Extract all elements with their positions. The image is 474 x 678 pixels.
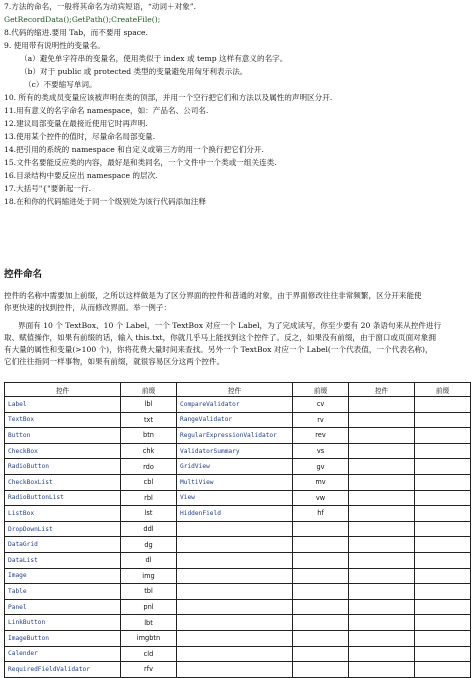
- paragraph-line: 取、赋值操作，如果有前缀的话，输入 this.txt，你就几乎马上能找到这个控件了。反之，如果没有前缀，由于窗口或页面对象拥: [4, 333, 436, 342]
- control-name-cell: [177, 599, 293, 615]
- prefix-cell: [293, 552, 349, 568]
- prefix-cell: [293, 599, 349, 615]
- control-name-cell: Calender: [5, 646, 121, 662]
- header-prefix: 前缀: [293, 383, 349, 397]
- control-prefix-table: [4, 382, 471, 678]
- table-row: [5, 521, 471, 537]
- control-name-cell: DropDownList: [5, 521, 121, 537]
- control-name-cell: [349, 537, 415, 553]
- rule-line: 13.使用某个控件的值时，尽量命名局部变量.: [4, 132, 156, 141]
- control-name-cell: [349, 459, 415, 475]
- prefix-cell: ddl: [121, 521, 177, 537]
- prefix-cell: [415, 568, 471, 584]
- control-name-cell: CheckBox: [5, 443, 121, 459]
- prefix-cell: [293, 584, 349, 600]
- table-row: [5, 428, 471, 444]
- prefix-cell: lbl: [121, 397, 177, 413]
- prefix-cell: [415, 615, 471, 631]
- control-name-cell: RegularExpressionValidator: [177, 428, 293, 444]
- prefix-cell: [293, 662, 349, 678]
- paragraph-line: 它们往往指同一样事物，如果有前缀，就很容易区分这两个控件。: [4, 357, 225, 366]
- table-row: [5, 397, 471, 413]
- table-row: [5, 412, 471, 428]
- prefix-cell: btn: [121, 428, 177, 444]
- table-header-row: [5, 383, 471, 397]
- prefix-cell: [415, 599, 471, 615]
- rule-line: 11.用有意义的名字命名 namespace，如：产品名、公司名.: [4, 106, 209, 115]
- header-control: 控件: [5, 383, 121, 397]
- header-prefix: 前缀: [121, 383, 177, 397]
- prefix-cell: [415, 646, 471, 662]
- control-name-cell: DataGrid: [5, 537, 121, 553]
- control-name-cell: [349, 490, 415, 506]
- rule-line: 18.在和你的代码缩进处于同一个级别处为该行代码添加注释: [4, 197, 206, 206]
- rule-line: 17.大括号"{"要新起一行.: [4, 184, 92, 193]
- control-name-cell: Image: [5, 568, 121, 584]
- control-name-cell: Table: [5, 584, 121, 600]
- paragraph-line: 界面有 10 个 TextBox、10 个 Label，一个 TextBox 对应一个 Label，为了完成读写，你至少要有 20 条语句来从控件进行: [18, 321, 442, 330]
- prefix-cell: rdo: [121, 459, 177, 475]
- prefix-cell: [415, 537, 471, 553]
- control-name-cell: [177, 568, 293, 584]
- prefix-cell: rbl: [121, 490, 177, 506]
- control-name-cell: [177, 646, 293, 662]
- rule-line: 7.方法的命名，一般将其命名为动宾短语，“动词＋对象”.: [4, 2, 197, 11]
- paragraph-line: 有大量的属性和变量(>100 个)，你将花费大量时间来查找。另外一个 TextBox 对应一个 Label(一个代表值，一个代表名称)，: [4, 345, 433, 354]
- prefix-cell: rev: [293, 428, 349, 444]
- prefix-cell: [293, 537, 349, 553]
- prefix-cell: [415, 506, 471, 522]
- rule-line: 10. 所有的类成员变量应该被声明在类的顶部，并用一个空行把它们和方法以及属性的声明区分开.: [4, 93, 333, 102]
- prefix-cell: lst: [121, 506, 177, 522]
- header-control: 控件: [177, 383, 293, 397]
- prefix-cell: mv: [293, 474, 349, 490]
- rule-line: （c）不要缩写单词。: [24, 80, 97, 89]
- control-name-cell: [177, 662, 293, 678]
- table-row: [5, 584, 471, 600]
- control-name-cell: [349, 630, 415, 646]
- rule-line: 12.建议局部变量在最接近使用它时再声明.: [4, 119, 148, 128]
- control-name-cell: [349, 646, 415, 662]
- header-prefix: 前缀: [415, 383, 471, 397]
- control-name-cell: GridView: [177, 459, 293, 475]
- prefix-cell: [293, 630, 349, 646]
- prefix-cell: cld: [121, 646, 177, 662]
- prefix-cell: pnl: [121, 599, 177, 615]
- control-name-cell: [177, 584, 293, 600]
- rule-line: （a）避免单字符串的变量名，使用类似于 index 或 temp 这样有意义的名字。: [20, 54, 288, 63]
- prefix-cell: [415, 412, 471, 428]
- intro-paragraph: [4, 290, 468, 314]
- control-name-cell: [349, 412, 415, 428]
- table-row: [5, 490, 471, 506]
- table-row: [5, 599, 471, 615]
- prefix-cell: [415, 428, 471, 444]
- control-name-cell: RadioButton: [5, 459, 121, 475]
- prefix-cell: [415, 459, 471, 475]
- prefix-cell: lbt: [121, 615, 177, 631]
- control-name-cell: View: [177, 490, 293, 506]
- prefix-cell: [293, 615, 349, 631]
- control-name-cell: [349, 568, 415, 584]
- control-name-cell: [349, 599, 415, 615]
- control-name-cell: Button: [5, 428, 121, 444]
- prefix-cell: gv: [293, 459, 349, 475]
- prefix-cell: vw: [293, 490, 349, 506]
- table-row: [5, 443, 471, 459]
- control-name-cell: [177, 615, 293, 631]
- table-row: [5, 662, 471, 678]
- header-control: 控件: [349, 383, 415, 397]
- table-row: [5, 537, 471, 553]
- control-name-cell: [349, 397, 415, 413]
- rule-line: 15.文件名要能反应类的内容，最好是和类同名，一个文件中一个类或一组关连类.: [4, 158, 277, 167]
- prefix-cell: [415, 552, 471, 568]
- control-name-cell: MultiView: [177, 474, 293, 490]
- control-name-cell: [349, 474, 415, 490]
- control-name-cell: [349, 506, 415, 522]
- control-name-cell: [349, 662, 415, 678]
- control-name-cell: [177, 630, 293, 646]
- control-name-cell: [349, 443, 415, 459]
- prefix-cell: dl: [121, 552, 177, 568]
- prefix-cell: cbl: [121, 474, 177, 490]
- prefix-cell: [415, 521, 471, 537]
- control-name-cell: Panel: [5, 599, 121, 615]
- table-row: [5, 568, 471, 584]
- control-name-cell: [349, 615, 415, 631]
- table-row: [5, 506, 471, 522]
- prefix-cell: [293, 568, 349, 584]
- prefix-cell: img: [121, 568, 177, 584]
- example-paragraph: [4, 320, 468, 368]
- prefix-cell: [415, 630, 471, 646]
- control-name-cell: [349, 428, 415, 444]
- control-name-cell: Label: [5, 397, 121, 413]
- paragraph-line: 控件的名称中需要加上前缀，之所以这样做是为了区分界面的控件和普通的对象，由于界面修改往往非常频繁，区分开来能使: [4, 291, 422, 300]
- prefix-cell: [415, 490, 471, 506]
- control-name-cell: RequiredFieldValidator: [5, 662, 121, 678]
- prefix-cell: [415, 443, 471, 459]
- prefix-cell: [415, 584, 471, 600]
- table-row: [5, 646, 471, 662]
- control-name-cell: DataList: [5, 552, 121, 568]
- rule-line: 14.把引用的系统的 namespace 和自定义或第三方的用一个换行把它们分开.: [4, 145, 264, 154]
- control-name-cell: ListBox: [5, 506, 121, 522]
- table-row: [5, 615, 471, 631]
- rule-line: （b）对于 public 或 protected 类型的变量避免用匈牙利表示法。: [20, 67, 248, 76]
- prefix-cell: [415, 397, 471, 413]
- prefix-cell: chk: [121, 443, 177, 459]
- control-name-cell: [349, 521, 415, 537]
- control-name-cell: ImageButton: [5, 630, 121, 646]
- control-name-cell: [177, 521, 293, 537]
- control-name-cell: [177, 552, 293, 568]
- prefix-cell: [415, 474, 471, 490]
- rule-line: 8.代码的缩进.要用 Tab，而不要用 space.: [4, 28, 148, 37]
- control-name-cell: RadioButtonList: [5, 490, 121, 506]
- prefix-cell: vs: [293, 443, 349, 459]
- prefix-cell: hf: [293, 506, 349, 522]
- control-name-cell: RangeValidator: [177, 412, 293, 428]
- prefix-cell: [293, 521, 349, 537]
- rule-line: 9. 使用带有说明性的变量名。: [4, 41, 105, 50]
- control-name-cell: CompareValidator: [177, 397, 293, 413]
- prefix-cell: dg: [121, 537, 177, 553]
- table-row: [5, 630, 471, 646]
- prefix-cell: imgbtn: [121, 630, 177, 646]
- control-name-cell: CheckBoxList: [5, 474, 121, 490]
- table-row: [5, 459, 471, 475]
- paragraph-line: 你更快速的找到控件，从而修改界面。举一例子：: [4, 303, 172, 312]
- control-name-cell: HiddenField: [177, 506, 293, 522]
- control-name-cell: [349, 584, 415, 600]
- control-name-cell: LinkButton: [5, 615, 121, 631]
- control-name-cell: TextBox: [5, 412, 121, 428]
- prefix-cell: rv: [293, 412, 349, 428]
- prefix-cell: [293, 646, 349, 662]
- prefix-cell: rfv: [121, 662, 177, 678]
- prefix-cell: cv: [293, 397, 349, 413]
- prefix-cell: txt: [121, 412, 177, 428]
- section-title: 控件命名: [4, 269, 43, 280]
- table-row: [5, 474, 471, 490]
- control-name-cell: ValidatorSummary: [177, 443, 293, 459]
- control-name-cell: [349, 552, 415, 568]
- rule-line: 16.目录结构中要反应出 namespace 的层次.: [4, 171, 158, 180]
- prefix-cell: [415, 662, 471, 678]
- prefix-cell: tbl: [121, 584, 177, 600]
- control-name-cell: [177, 537, 293, 553]
- table-row: [5, 552, 471, 568]
- code-example-line: GetRecordData();GetPath();CreateFile();: [4, 15, 161, 24]
